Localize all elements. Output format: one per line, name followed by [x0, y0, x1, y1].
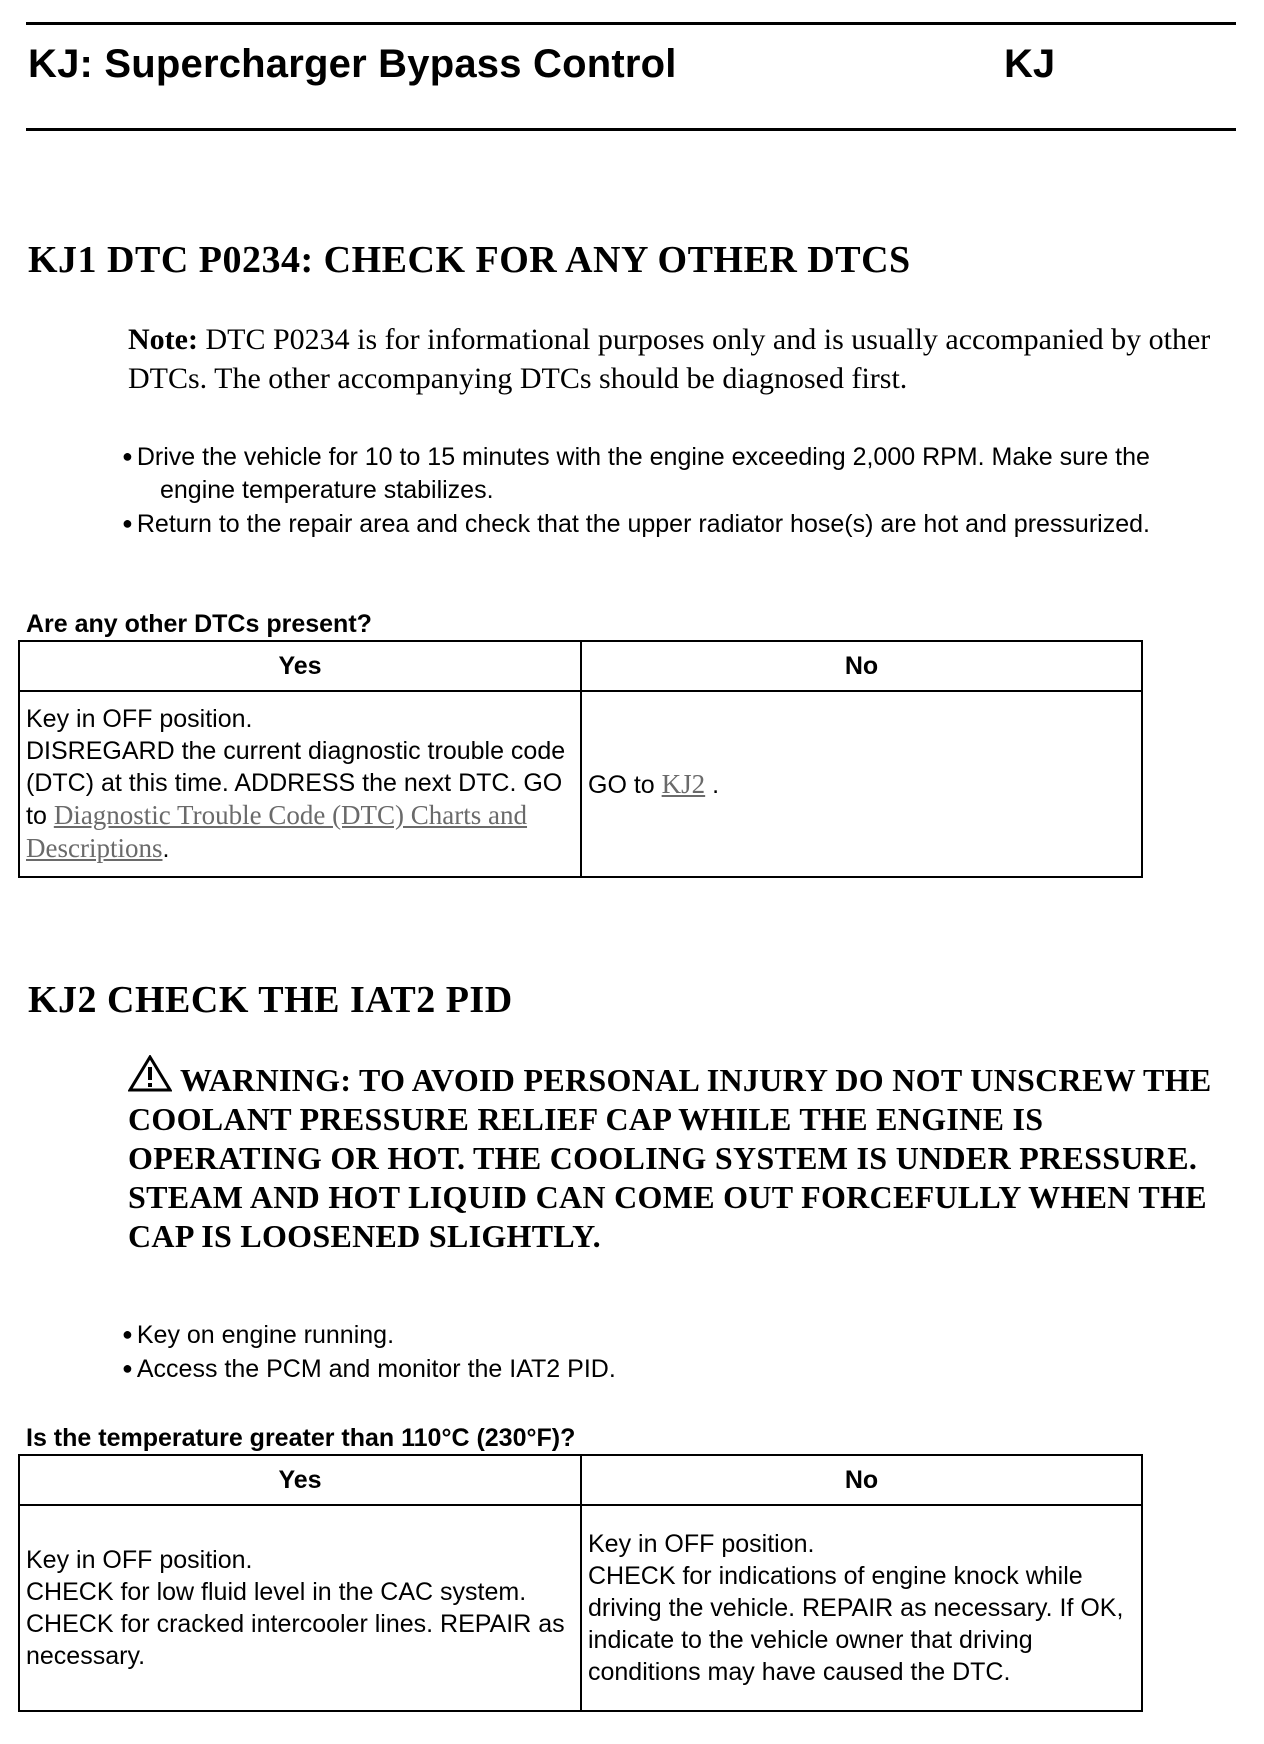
bullet-icon: ●	[122, 1358, 133, 1378]
kj1-note	[128, 320, 1228, 398]
note-text: DTC P0234 is for informational purposes only and is usually accompanied by other DTCs. The other accompanying DTCs should be diagnosed first.	[128, 323, 1211, 395]
bullet-icon: ●	[122, 446, 133, 466]
kj2-link[interactable]: KJ2	[661, 768, 706, 799]
warning-triangle-icon	[128, 1055, 172, 1093]
table-header-row	[19, 1455, 1142, 1505]
section-code: KJ	[1004, 42, 1056, 86]
kj2-warning	[128, 1055, 1238, 1256]
yes-header: Yes	[19, 641, 581, 691]
note-label: Note:	[128, 323, 198, 356]
kj2-bullet-list	[110, 1318, 1220, 1386]
bullet-icon: ●	[122, 513, 133, 533]
no-cell: Key in OFF position. CHECK for indications of engine knock while driving the vehicle. REPAIR as necessary. If OK, indicate to the vehicle owner that driving conditions may have caused the DTC.	[581, 1505, 1142, 1711]
yes-header: Yes	[19, 1455, 581, 1505]
list-item: ● Return to the repair area and check that the upper radiator hose(s) are hot and pressurized.	[122, 510, 1150, 538]
no-cell: GO to KJ2 .	[581, 691, 1142, 877]
no-header: No	[581, 1455, 1142, 1505]
list-item: ● Key on engine running.	[122, 1321, 395, 1349]
list-item: ● Access the PCM and monitor the IAT2 PID.	[122, 1355, 616, 1383]
warning-text: WARNING: TO AVOID PERSONAL INJURY DO NOT UNSCREW THE COOLANT PRESSURE RELIEF CAP WHILE THE ENGINE IS OPERATING OR HOT. THE COOLING SYSTEM IS UNDER PRESSURE. STEAM AND HOT LIQUID CAN COME OUT FORCEFULLY WHEN THE CAP IS LOOSENED SLIGHTLY.	[128, 1062, 1212, 1254]
kj1-answer-table	[18, 640, 1143, 878]
page-title: KJ: Supercharger Bypass Control	[28, 42, 677, 86]
kj2-answer-table	[18, 1454, 1143, 1712]
dtc-charts-link[interactable]: Diagnostic Trouble Code (DTC) Charts and Descriptions	[26, 800, 528, 863]
kj2-question: Is the temperature greater than 110°C (230°F)?	[26, 1424, 576, 1452]
bullet-icon: ●	[122, 1324, 133, 1344]
top-rule	[26, 22, 1236, 25]
header-rule	[26, 128, 1236, 131]
list-item: ● Drive the vehicle for 10 to 15 minutes with the engine exceeding 2,000 RPM. Make sure the engine temperature stabilizes.	[122, 443, 1150, 504]
table-row	[19, 691, 1142, 877]
yes-cell: Key in OFF position. DISREGARD the current diagnostic trouble code (DTC) at this time. ADDRESS the next DTC. GO to Diagnostic Trouble Code (DTC) Charts and Descriptions.	[19, 691, 581, 877]
no-header: No	[581, 641, 1142, 691]
table-header-row	[19, 641, 1142, 691]
kj1-bullet-list	[110, 440, 1220, 541]
yes-cell: Key in OFF position. CHECK for low fluid level in the CAC system. CHECK for cracked intercooler lines. REPAIR as necessary.	[19, 1505, 581, 1711]
kj1-heading: KJ1 DTC P0234: CHECK FOR ANY OTHER DTCS	[28, 239, 911, 281]
table-row	[19, 1505, 1142, 1711]
kj2-heading: KJ2 CHECK THE IAT2 PID	[28, 979, 513, 1021]
kj1-question: Are any other DTCs present?	[26, 610, 372, 638]
